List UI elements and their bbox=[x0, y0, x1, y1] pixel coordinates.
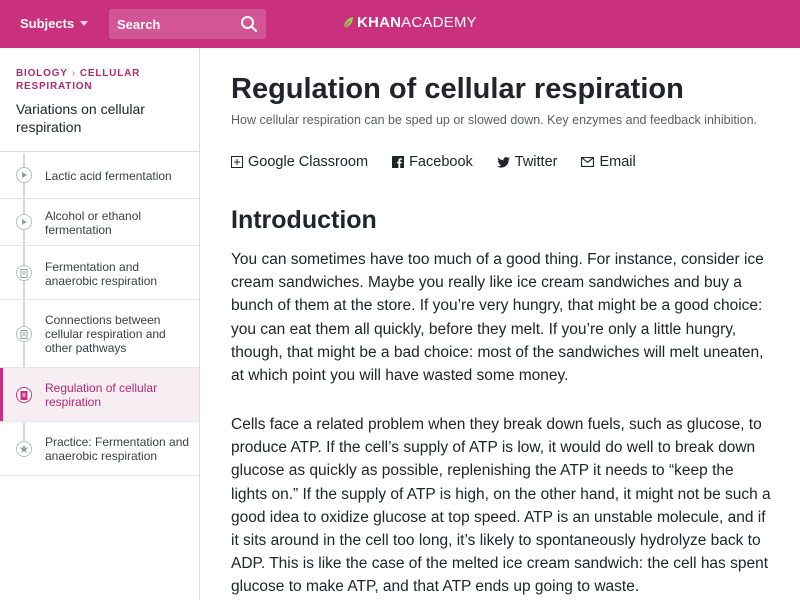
facebook-icon bbox=[392, 156, 404, 168]
logo-text-bold: KHAN bbox=[357, 14, 402, 31]
breadcrumb bbox=[16, 67, 196, 93]
khan-academy-logo[interactable] bbox=[342, 14, 477, 31]
breadcrumb-biology[interactable]: BIOLOGY bbox=[16, 68, 68, 79]
sidebar-item-fermentation-anaerobic[interactable] bbox=[0, 246, 199, 300]
breadcrumb-cellular-respiration[interactable]: CELLULAR RESPIRATION bbox=[16, 68, 141, 92]
play-icon bbox=[16, 214, 32, 230]
twitter-icon bbox=[497, 157, 510, 168]
page-title: Regulation of cellular respiration bbox=[231, 73, 684, 105]
sidebar-item-lactic-acid[interactable] bbox=[0, 152, 199, 199]
subjects-label: Subjects bbox=[20, 16, 75, 31]
twitter-button[interactable] bbox=[497, 154, 558, 170]
google-classroom-label: Google Classroom bbox=[248, 154, 369, 170]
sidebar-item-label: Alcohol or ethanol fermentation bbox=[45, 209, 142, 237]
share-bar bbox=[231, 154, 660, 170]
google-classroom-button[interactable] bbox=[231, 154, 368, 170]
sidebar-item-label: Practice: Fermentation and anaerobic respiration bbox=[45, 435, 190, 463]
section-heading: Introduction bbox=[231, 206, 377, 234]
search-input[interactable] bbox=[109, 9, 234, 39]
article-description: How cellular respiration can be sped up or slowed down. Key enzymes and feedback inhibition. bbox=[231, 113, 757, 127]
top-nav-bar bbox=[0, 0, 800, 48]
lesson-list bbox=[0, 151, 199, 476]
article-icon bbox=[16, 326, 32, 342]
sidebar-item-label: Regulation of cellular respiration bbox=[45, 381, 158, 409]
play-icon bbox=[16, 167, 32, 183]
article-icon bbox=[16, 265, 32, 281]
leaf-icon bbox=[342, 16, 354, 30]
search-icon[interactable] bbox=[240, 15, 258, 33]
chevron-right-icon: › bbox=[71, 68, 76, 79]
sidebar-item-label: Lactic acid fermentation bbox=[45, 169, 172, 183]
sidebar-item-connections[interactable] bbox=[0, 300, 199, 368]
chevron-down-icon bbox=[80, 21, 88, 26]
star-icon bbox=[16, 441, 32, 457]
sidebar-item-alcohol-fermentation[interactable] bbox=[0, 199, 199, 246]
sidebar bbox=[0, 48, 200, 600]
sidebar-item-label: Fermentation and anaerobic respiration bbox=[45, 260, 158, 288]
paragraph: You can sometimes have too much of a good thing. For instance, consider ice cream sandwiches. Maybe you really like ice cream sandwiches and buy a bunch of them at the store. If you’re very hungry, that might be a good choice: you can eat them all quickly, before they melt. If you’re only a little hungry, though, that might be a bad choice: most of the sandwiches will melt uneaten, at which point you will have wasted some money. bbox=[231, 251, 764, 385]
paragraph: Cells face a related problem when they break down fuels, such as glucose, to produce ATP. If the cell’s supply of ATP is low, it would do well to break down glucose as quickly as possible, replenishing the ATP it needs to “keep the lights on.” If the supply of ATP is high, on the other hand, it might not be such a good idea to oxidize glucose at top speed. ATP is an unstable molecule, and if it sits around in the cell too long, it’s likely to spontaneously hydrolyze back to ADP. This is like the case of the melted ice cream sandwich: the cell has spent glucose to make ATP, and that ATP ends up going to waste. bbox=[231, 416, 771, 596]
facebook-button[interactable] bbox=[392, 154, 473, 170]
twitter-label: Twitter bbox=[514, 154, 558, 170]
article-icon bbox=[16, 387, 32, 403]
unit-title[interactable]: Variations on cellular respiration bbox=[16, 101, 145, 135]
email-icon bbox=[581, 157, 594, 167]
facebook-label: Facebook bbox=[409, 154, 473, 170]
sidebar-item-practice[interactable] bbox=[0, 422, 199, 476]
google-classroom-icon bbox=[231, 156, 243, 168]
email-button[interactable] bbox=[581, 154, 635, 170]
search-box[interactable] bbox=[109, 9, 266, 39]
logo-text-light: ACADEMY bbox=[401, 14, 477, 31]
sidebar-item-label: Connections between cellular respiration and other pathways bbox=[45, 313, 166, 355]
subjects-menu-button[interactable] bbox=[20, 16, 88, 31]
email-label: Email bbox=[599, 154, 636, 170]
sidebar-item-regulation[interactable] bbox=[0, 368, 199, 422]
